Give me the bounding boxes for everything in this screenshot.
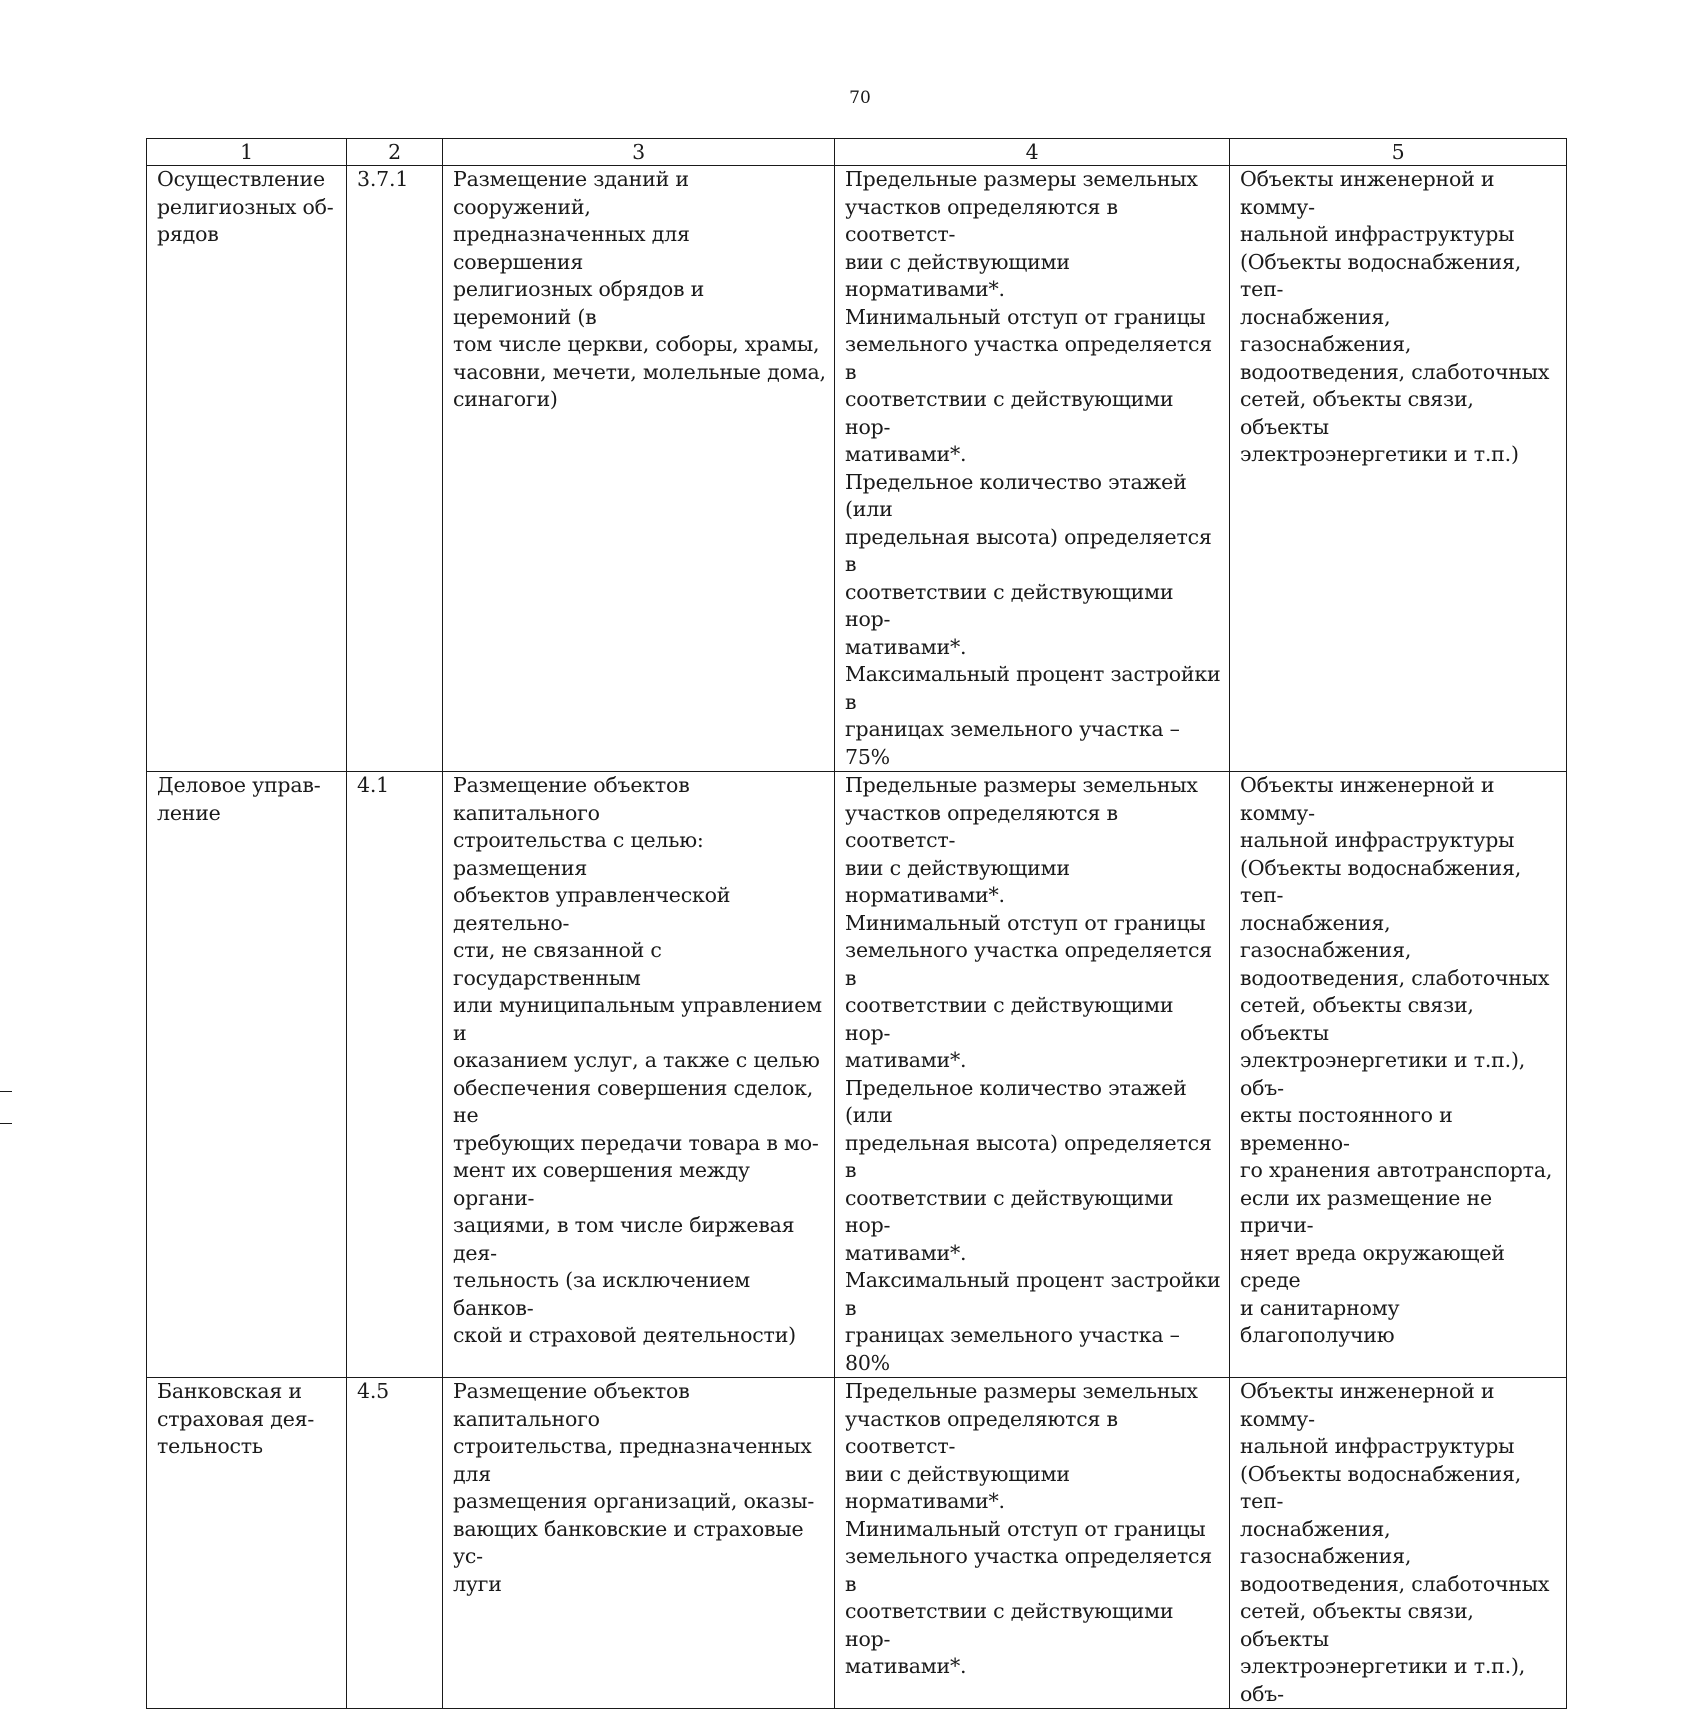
page-number: 70 <box>849 88 871 108</box>
zoning-table <box>146 138 1567 1709</box>
use-name-cell: Банковская и страховая дея- тельность <box>147 1378 347 1709</box>
use-name-cell: Осуществление религиозных об- рядов <box>147 166 347 772</box>
column-header: 4 <box>835 139 1230 166</box>
column-header: 1 <box>147 139 347 166</box>
column-header: 2 <box>347 139 443 166</box>
infrastructure-cell: Объекты инженерной и комму- нальной инфраструктуры (Объекты водоснабжения, теп- лоснабжения, газоснабжения, водоотведения, слаботочных сетей, объекты связи, объекты электроэнергетики и т.п.) <box>1230 166 1567 772</box>
parameters-cell: Предельные размеры земельных участков определяются в соответст- вии с действующими нормативами*. Минимальный отступ от границы земельного участка определяется в соответствии с действующими нор- мативами*. <box>835 1378 1230 1709</box>
parameters-cell: Предельные размеры земельных участков определяются в соответст- вии с действующими нормативами*. Минимальный отступ от границы земельного участка определяется в соответствии с действующими нор- мативами*. Предельное количество этажей (или предельная высота) определяется в соответствии с действующими нор- мативами*. Максимальный процент застройки в границах земельного участка – 80% <box>835 772 1230 1378</box>
use-code-cell: 3.7.1 <box>347 166 443 772</box>
column-header: 5 <box>1230 139 1567 166</box>
table-header-row <box>147 139 1567 166</box>
use-description-cell: Размещение зданий и сооружений, предназначенных для совершения религиозных обрядов и церемоний (в том числе церкви, соборы, храмы, часовни, мечети, молельные дома, синагоги) <box>443 166 835 772</box>
table-row <box>147 772 1567 1378</box>
binding-mark <box>0 1091 12 1092</box>
column-header: 3 <box>443 139 835 166</box>
use-code-cell: 4.1 <box>347 772 443 1378</box>
use-description-cell: Размещение объектов капитального строительства, предназначенных для размещения организаций, оказы- вающих банковские и страховые ус- луги <box>443 1378 835 1709</box>
table-row <box>147 1378 1567 1709</box>
use-description-cell: Размещение объектов капитального строительства с целью: размещения объектов управленческой деятельно- сти, не связанной с государственным или муниципальным управлением и оказанием услуг, а также с целью обеспечения совершения сделок, не требующих передачи товара в мо- мент их совершения между органи- зациями, в том числе биржевая дея- тельность (за исключением банков- ской и страховой деятельности) <box>443 772 835 1378</box>
binding-mark <box>0 1123 12 1124</box>
use-name-cell: Деловое управ- ление <box>147 772 347 1378</box>
use-code-cell: 4.5 <box>347 1378 443 1709</box>
infrastructure-cell: Объекты инженерной и комму- нальной инфраструктуры (Объекты водоснабжения, теп- лоснабжения, газоснабжения, водоотведения, слаботочных сетей, объекты связи, объекты электроэнергетики и т.п.), объ- <box>1230 1378 1567 1709</box>
parameters-cell: Предельные размеры земельных участков определяются в соответст- вии с действующими нормативами*. Минимальный отступ от границы земельного участка определяется в соответствии с действующими нор- мативами*. Предельное количество этажей (или предельная высота) определяется в соответствии с действующими нор- мативами*. Максимальный процент застройки в границах земельного участка – 75% <box>835 166 1230 772</box>
infrastructure-cell: Объекты инженерной и комму- нальной инфраструктуры (Объекты водоснабжения, теп- лоснабжения, газоснабжения, водоотведения, слаботочных сетей, объекты связи, объекты электроэнергетики и т.п.), объ- екты постоянного и временно- го хранения автотранспорта, если их размещение не причи- няет вреда окружающей среде и санитарному благополучию <box>1230 772 1567 1378</box>
table-row <box>147 166 1567 772</box>
